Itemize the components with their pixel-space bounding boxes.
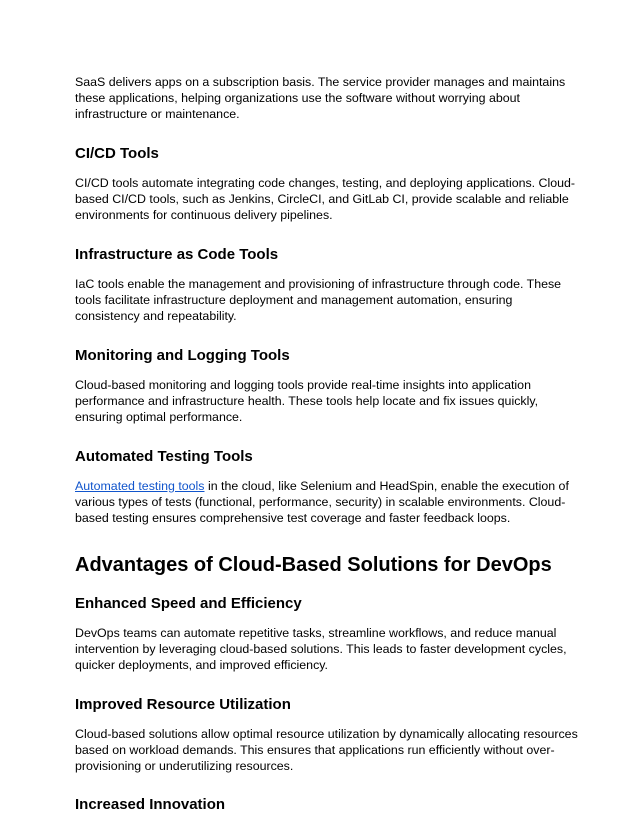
cicd-paragraph: CI/CD tools automate integrating code changes, testing, and deploying applications. Cloud-based CI/CD tools, such as Jenkins, CircleCI, and GitLab CI, provide scalable and reliable environments for continuous delivery pipelines. bbox=[75, 176, 576, 222]
cicd-heading: CI/CD Tools bbox=[75, 145, 159, 162]
resources-paragraph: Cloud-based solutions allow optimal resource utilization by dynamically allocating resources based on workload demands. This ensures that applications run efficiently without over-provisioning or underutilizing resources. bbox=[75, 727, 578, 773]
saas-paragraph: SaaS delivers apps on a subscription basis. The service provider manages and maintains these applications, helping organizations use the software without worrying about infrastructure or maintenance. bbox=[75, 75, 566, 121]
speed-heading: Enhanced Speed and Efficiency bbox=[75, 595, 302, 612]
advantages-heading: Advantages of Cloud-Based Solutions for DevOps bbox=[75, 554, 552, 576]
testing-paragraph bbox=[75, 478, 578, 526]
innovation-heading: Increased Innovation bbox=[75, 796, 226, 813]
monitoring-paragraph: Cloud-based monitoring and logging tools provide real-time insights into application performance and infrastructure health. These tools help locate and fix issues quickly, ensuring optimal performance. bbox=[75, 378, 539, 424]
speed-paragraph: DevOps teams can automate repetitive tasks, streamline workflows, and reduce manual intervention by leveraging cloud-based solutions. This leads to faster development cycles, quicker deployments, and improved efficiency. bbox=[75, 626, 567, 672]
monitoring-heading: Monitoring and Logging Tools bbox=[75, 347, 290, 364]
resources-heading: Improved Resource Utilization bbox=[75, 696, 291, 713]
iac-heading: Infrastructure as Code Tools bbox=[75, 246, 279, 263]
testing-heading: Automated Testing Tools bbox=[75, 448, 253, 465]
testing-paragraph-text: in the cloud, like Selenium and HeadSpin, enable the execution of various types of tests (functional, performance, security) in scalable environments. Cloud-based testing ensures comprehensive test coverage and faster feedback loops. bbox=[75, 479, 569, 525]
automated-testing-tools-link[interactable]: Automated testing tools bbox=[75, 479, 205, 493]
iac-paragraph: IaC tools enable the management and provisioning of infrastructure through code. These tools facilitate infrastructure deployment and management automation, ensuring consistency and repeatability. bbox=[75, 277, 562, 323]
